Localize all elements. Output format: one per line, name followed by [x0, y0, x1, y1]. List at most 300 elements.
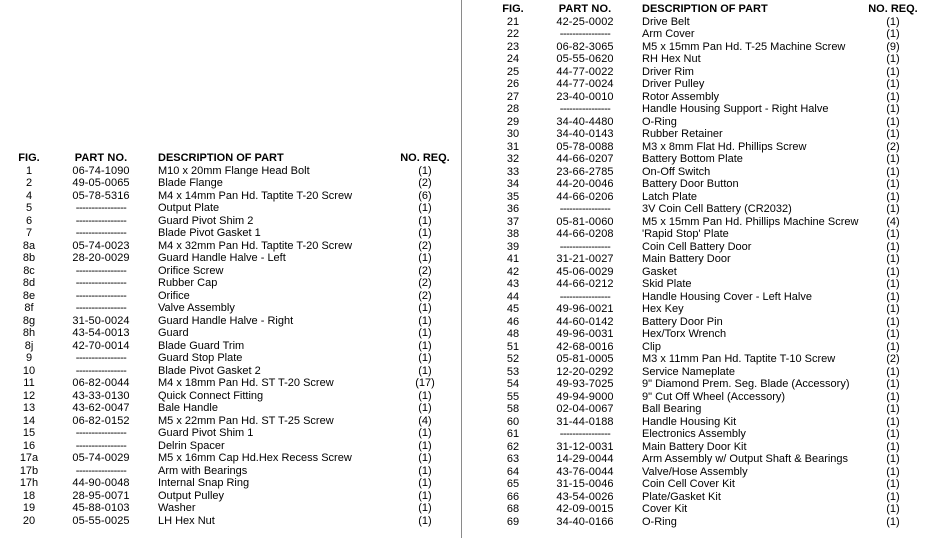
req-cell: (1) [418, 452, 432, 464]
fig-cell: 22 [506, 28, 520, 40]
table-row [8, 477, 454, 490]
description-cell: Blade Guard Trim [158, 339, 245, 352]
fig-cell: 36 [506, 203, 520, 215]
req-cell: (2) [886, 140, 900, 153]
description-cell: Cover Kit [642, 503, 688, 515]
part-no-cell: 23-66-2785 [556, 165, 614, 178]
part-no-cell: 06-82-0152 [72, 414, 130, 427]
description-cell: Drive Belt [642, 15, 690, 28]
description-cell: Arm Assembly w/ Output Shaft & Bearings [642, 453, 849, 465]
fig-cell: 27 [506, 90, 520, 103]
description-cell: M4 x 18mm Pan Hd. ST T-20 Screw [158, 377, 334, 389]
table-row [492, 216, 922, 229]
req-cell: (1) [418, 314, 432, 327]
part-no-cell: ---------------- [75, 464, 127, 477]
description-cell: Hex Key [642, 303, 684, 315]
table-row [492, 116, 922, 129]
req-cell: (1) [418, 489, 432, 502]
column-divider [461, 0, 462, 538]
table-row [8, 190, 454, 203]
part-no-cell: 28-95-0071 [72, 489, 130, 502]
table-row [492, 478, 922, 491]
table-row [492, 191, 922, 204]
table-row [492, 41, 922, 54]
part-no-cell: 44-66-0206 [556, 190, 614, 203]
req-cell: (1) [886, 403, 900, 415]
req-cell: (1) [886, 240, 900, 253]
part-no-cell: 34-40-0166 [556, 515, 614, 528]
part-no-cell: 14-29-0044 [556, 453, 614, 465]
req-cell: (1) [886, 303, 900, 315]
part-no-cell: 45-06-0029 [556, 265, 614, 278]
table-row [492, 266, 922, 279]
table-row [492, 516, 922, 529]
table-row [8, 365, 454, 378]
fig-cell: 63 [506, 453, 520, 465]
req-cell: (1) [418, 464, 432, 477]
part-no-cell: 06-82-0044 [72, 377, 130, 389]
req-cell: (1) [418, 214, 432, 227]
description-cell: Main Battery Door [642, 253, 731, 265]
description-cell: On-Off Switch [642, 165, 711, 178]
fig-cell: 21 [506, 15, 520, 28]
table-row [8, 252, 454, 265]
table-row [8, 315, 454, 328]
part-no-cell: 31-21-0027 [556, 253, 614, 265]
req-cell: (1) [886, 65, 900, 78]
table-row [492, 253, 922, 266]
table-row [492, 66, 922, 79]
description-cell: Delrin Spacer [158, 439, 225, 452]
req-cell: (1) [886, 253, 900, 265]
req-cell: (1) [418, 302, 432, 314]
part-no-cell: ---------------- [559, 103, 611, 115]
part-no-cell: ---------------- [75, 277, 127, 289]
fig-cell: 69 [506, 515, 520, 528]
req-cell: (1) [418, 402, 432, 414]
part-no-cell: 05-55-0620 [556, 53, 614, 65]
part-no-cell: ---------------- [75, 264, 127, 277]
table-row [492, 53, 922, 66]
description-cell: M5 x 22mm Pan Hd. ST T-25 Screw [158, 414, 334, 427]
req-cell: (2) [418, 264, 432, 277]
part-no-cell: ---------------- [559, 290, 611, 303]
description-cell: Handle Housing Support - Right Halve [642, 103, 829, 115]
description-cell: Guard Pivot Shim 2 [158, 214, 254, 227]
table-row [492, 341, 922, 354]
table-row [492, 203, 922, 216]
table-row [8, 340, 454, 353]
part-no-cell: 05-78-0088 [556, 140, 614, 153]
part-no-cell: 42-09-0015 [556, 503, 614, 515]
fig-cell: 33 [506, 165, 520, 178]
req-cell: (2) [886, 353, 900, 365]
req-cell: (1) [418, 364, 432, 377]
fig-cell: 1 [25, 164, 33, 177]
column-header: DESCRIPTION OF PART [642, 3, 768, 15]
req-cell: (1) [886, 415, 900, 428]
part-no-cell: ---------------- [75, 427, 127, 439]
table-row [8, 415, 454, 428]
description-cell: Orifice [158, 289, 190, 302]
table-row [492, 378, 922, 391]
description-cell: M5 x 16mm Cap Hd.Hex Recess Screw [158, 452, 352, 464]
table-row [8, 177, 454, 190]
description-cell: Gasket [642, 265, 677, 278]
req-cell: (1) [886, 490, 900, 503]
fig-cell: 17h [19, 477, 39, 489]
fig-cell: 37 [506, 215, 520, 228]
description-cell: Arm Cover [642, 28, 695, 40]
req-cell: (1) [886, 115, 900, 128]
req-cell: (1) [886, 153, 900, 165]
part-no-cell: 44-66-0212 [556, 278, 614, 290]
fig-cell: 58 [506, 403, 520, 415]
req-cell: (1) [886, 190, 900, 203]
fig-cell: 23 [506, 40, 520, 53]
description-cell: 9" Diamond Prem. Seg. Blade (Accessory) [642, 378, 850, 390]
part-no-cell: 42-68-0016 [556, 340, 614, 353]
fig-cell: 31 [506, 140, 520, 153]
part-no-cell: ---------------- [75, 352, 127, 364]
description-cell: M4 x 14mm Pan Hd. Taptite T-20 Screw [158, 189, 353, 202]
description-cell: Plate/Gasket Kit [642, 490, 721, 503]
req-cell: (1) [418, 202, 432, 214]
part-no-cell: 05-74-0029 [72, 452, 130, 464]
description-cell: Hex/Torx Wrench [642, 328, 727, 340]
req-cell: (1) [418, 164, 432, 177]
table-row [492, 291, 922, 304]
table-header [8, 152, 454, 165]
fig-cell: 7 [25, 227, 33, 239]
part-no-cell: 43-54-0013 [72, 327, 130, 339]
part-no-cell: 44-90-0048 [72, 477, 130, 489]
part-no-cell: 05-81-0060 [556, 215, 614, 228]
table-row [8, 227, 454, 240]
column-header: NO. REQ. [400, 152, 450, 164]
description-cell: Orifice Screw [158, 264, 224, 277]
description-cell: Battery Bottom Plate [642, 153, 743, 165]
part-no-cell: 05-78-5316 [72, 189, 130, 202]
fig-cell: 8g [22, 314, 36, 327]
fig-cell: 15 [22, 427, 36, 439]
req-cell: (1) [418, 427, 432, 439]
table-row [8, 240, 454, 253]
description-cell: Battery Door Button [642, 178, 739, 190]
table-row [8, 302, 454, 315]
table-row [492, 416, 922, 429]
fig-cell: 48 [506, 328, 520, 340]
part-no-cell: 31-44-0188 [556, 415, 614, 428]
description-cell: Bale Handle [158, 402, 218, 414]
fig-cell: 65 [506, 478, 520, 490]
part-no-cell: ---------------- [75, 302, 127, 314]
fig-cell: 8f [24, 302, 34, 314]
req-cell: (1) [886, 515, 900, 528]
part-no-cell: 31-15-0046 [556, 478, 614, 490]
description-cell: Ball Bearing [642, 403, 702, 415]
req-cell: (1) [418, 327, 432, 339]
description-cell: Blade Flange [158, 177, 223, 189]
description-cell: Driver Pulley [642, 78, 705, 90]
description-cell: Output Pulley [158, 489, 225, 502]
req-cell: (4) [886, 215, 900, 228]
table-row [492, 91, 922, 104]
table-row [492, 166, 922, 179]
part-no-cell: 43-54-0026 [556, 490, 614, 503]
description-cell: M3 x 8mm Flat Hd. Phillips Screw [642, 140, 807, 153]
part-no-cell: ---------------- [75, 202, 127, 214]
part-no-cell: 42-25-0002 [556, 15, 614, 28]
part-no-cell: 44-66-0207 [556, 153, 614, 165]
description-cell: 9" Cut Off Wheel (Accessory) [642, 390, 786, 403]
table-row [492, 16, 922, 29]
req-cell: (1) [886, 15, 900, 28]
part-no-cell: 43-33-0130 [72, 389, 130, 402]
part-no-cell: 49-05-0065 [72, 177, 130, 189]
table-row [492, 366, 922, 379]
part-no-cell: ---------------- [559, 203, 611, 215]
fig-cell: 45 [506, 303, 520, 315]
part-no-cell: 49-93-7025 [556, 378, 614, 390]
fig-cell: 66 [506, 490, 520, 503]
fig-cell: 43 [506, 278, 520, 290]
fig-cell: 44 [506, 290, 520, 303]
part-no-cell: 12-20-0292 [556, 365, 614, 378]
table-row [492, 403, 922, 416]
fig-cell: 5 [25, 202, 33, 214]
part-no-cell: 44-20-0046 [556, 178, 614, 190]
description-cell: Blade Pivot Gasket 2 [158, 364, 261, 377]
req-cell: (1) [886, 440, 900, 453]
part-no-cell: ---------------- [75, 289, 127, 302]
description-cell: Guard Handle Halve - Left [158, 252, 286, 264]
column-header: NO. REQ. [868, 3, 918, 15]
description-cell: Latch Plate [642, 190, 698, 203]
req-cell: (9) [886, 40, 900, 53]
fig-cell: 24 [506, 53, 520, 65]
column-header: FIG. [18, 152, 40, 164]
description-cell: Driver Rim [642, 65, 694, 78]
part-no-cell: 43-62-0047 [72, 402, 130, 414]
part-no-cell: 31-12-0031 [556, 440, 614, 453]
column-header: PART NO. [558, 3, 612, 15]
fig-cell: 46 [506, 315, 520, 328]
req-cell: (1) [418, 514, 432, 527]
req-cell: (1) [886, 340, 900, 353]
table-row [492, 241, 922, 254]
req-cell: (1) [886, 278, 900, 290]
req-cell: (1) [886, 428, 900, 440]
description-cell: Guard [158, 327, 189, 339]
part-no-cell: ---------------- [559, 428, 611, 440]
description-cell: Valve Assembly [158, 302, 235, 314]
description-cell: Valve/Hose Assembly [642, 465, 748, 478]
description-cell: Guard Handle Halve - Right [158, 314, 294, 327]
table-row [8, 440, 454, 453]
part-no-cell: 44-66-0208 [556, 228, 614, 240]
table-row [492, 228, 922, 241]
description-cell: Service Nameplate [642, 365, 735, 378]
req-cell: (1) [886, 103, 900, 115]
fig-cell: 11 [23, 377, 35, 389]
description-cell: Washer [158, 502, 196, 514]
table-row [492, 28, 922, 41]
part-no-cell: 43-76-0044 [556, 465, 614, 478]
table-row [492, 178, 922, 191]
req-cell: (1) [886, 328, 900, 340]
req-cell: (17) [415, 377, 435, 389]
table-row [8, 515, 454, 528]
part-no-cell: 34-40-0143 [556, 128, 614, 140]
req-cell: (1) [418, 352, 432, 364]
description-cell: Rotor Assembly [642, 90, 720, 103]
fig-cell: 35 [506, 190, 520, 203]
fig-cell: 8h [22, 327, 36, 339]
req-cell: (2) [418, 277, 432, 289]
table-row [8, 465, 454, 478]
description-cell: M5 x 15mm Pan Hd. Phillips Machine Screw [642, 215, 859, 228]
table-row [492, 491, 922, 504]
table-row [8, 502, 454, 515]
fig-cell: 41 [506, 253, 520, 265]
description-cell: Quick Connect Fitting [158, 389, 264, 402]
description-cell: RH Hex Nut [642, 53, 701, 65]
fig-cell: 17a [19, 452, 39, 464]
description-cell: Electronics Assembly [642, 428, 746, 440]
req-cell: (1) [886, 465, 900, 478]
description-cell: Clip [642, 340, 661, 353]
description-cell: Rubber Cap [158, 277, 218, 289]
table-row [492, 141, 922, 154]
table-row [492, 428, 922, 441]
part-no-cell: 05-55-0025 [72, 514, 130, 527]
req-cell: (1) [886, 315, 900, 328]
req-cell: (1) [418, 502, 432, 514]
fig-cell: 64 [506, 465, 520, 478]
req-cell: (2) [418, 289, 432, 302]
part-no-cell: 31-50-0024 [72, 314, 130, 327]
table-row [492, 503, 922, 516]
description-cell: 3V Coin Cell Battery (CR2032) [642, 203, 792, 215]
part-no-cell: 05-81-0005 [556, 353, 614, 365]
description-cell: Arm with Bearings [158, 464, 248, 477]
req-cell: (1) [418, 339, 432, 352]
req-cell: (2) [418, 177, 432, 189]
fig-cell: 38 [506, 228, 520, 240]
req-cell: (1) [886, 28, 900, 40]
part-no-cell: 02-04-0067 [556, 403, 614, 415]
part-no-cell: ---------------- [75, 227, 127, 239]
fig-cell: 8b [22, 252, 36, 264]
req-cell: (4) [418, 414, 432, 427]
part-no-cell: 42-70-0014 [72, 339, 130, 352]
column-header: FIG. [502, 3, 524, 15]
part-no-cell: 44-60-0142 [556, 315, 614, 328]
req-cell: (1) [886, 265, 900, 278]
req-cell: (2) [418, 239, 432, 252]
description-cell: Internal Snap Ring [158, 477, 250, 489]
table-row [492, 328, 922, 341]
table-row [8, 215, 454, 228]
part-no-cell: 05-74-0023 [72, 239, 130, 252]
req-cell: (1) [886, 378, 900, 390]
req-cell: (1) [418, 389, 432, 402]
req-cell: (1) [418, 227, 432, 239]
part-no-cell: 49-96-0031 [556, 328, 614, 340]
table-row [492, 278, 922, 291]
description-cell: 'Rapid Stop' Plate [642, 228, 729, 240]
table-row [492, 78, 922, 91]
req-cell: (1) [886, 90, 900, 103]
req-cell: (1) [886, 453, 900, 465]
table-row [8, 390, 454, 403]
table-row [8, 290, 454, 303]
part-no-cell: 06-82-3065 [556, 40, 614, 53]
parts-table-left [8, 152, 454, 527]
fig-cell: 8c [23, 264, 35, 277]
fig-cell: 55 [506, 390, 520, 403]
table-row [492, 103, 922, 116]
table-row [492, 453, 922, 466]
req-cell: (1) [886, 503, 900, 515]
table-row [8, 490, 454, 503]
table-row [492, 303, 922, 316]
fig-cell: 4 [25, 189, 33, 202]
fig-cell: 60 [506, 415, 520, 428]
description-cell: Guard Pivot Shim 1 [158, 427, 254, 439]
fig-cell: 8e [22, 289, 36, 302]
description-cell: Handle Housing Kit [642, 415, 737, 428]
table-row [8, 202, 454, 215]
fig-cell: 61 [506, 428, 520, 440]
fig-cell: 53 [506, 365, 520, 378]
fig-cell: 34 [506, 178, 520, 190]
req-cell: (1) [418, 252, 432, 264]
fig-cell: 19 [22, 502, 36, 514]
req-cell: (1) [418, 477, 432, 489]
description-cell: O-Ring [642, 515, 677, 528]
table-row [8, 402, 454, 415]
fig-cell: 26 [506, 78, 520, 90]
fig-cell: 8a [22, 239, 36, 252]
fig-cell: 16 [22, 439, 36, 452]
table-row [8, 427, 454, 440]
fig-cell: 13 [22, 402, 36, 414]
req-cell: (1) [886, 203, 900, 215]
fig-cell: 6 [25, 214, 33, 227]
table-row [8, 352, 454, 365]
description-cell: Skid Plate [642, 278, 692, 290]
description-cell: Coin Cell Battery Door [642, 240, 752, 253]
fig-cell: 9 [25, 352, 33, 364]
table-header [492, 3, 922, 16]
description-cell: Handle Housing Cover - Left Halve [642, 290, 812, 303]
fig-cell: 17b [19, 464, 39, 477]
req-cell: (1) [886, 53, 900, 65]
description-cell: M4 x 32mm Pan Hd. Taptite T-20 Screw [158, 239, 353, 252]
table-row [492, 441, 922, 454]
fig-cell: 8d [22, 277, 36, 289]
part-no-cell: 34-40-4480 [556, 115, 614, 128]
part-no-cell: 44-77-0022 [556, 65, 614, 78]
table-row [492, 153, 922, 166]
table-row [8, 452, 454, 465]
part-no-cell: 44-77-0024 [556, 78, 614, 90]
part-no-cell: 06-74-1090 [72, 164, 130, 177]
part-no-cell: 49-94-9000 [556, 390, 614, 403]
part-no-cell: ---------------- [559, 28, 611, 40]
